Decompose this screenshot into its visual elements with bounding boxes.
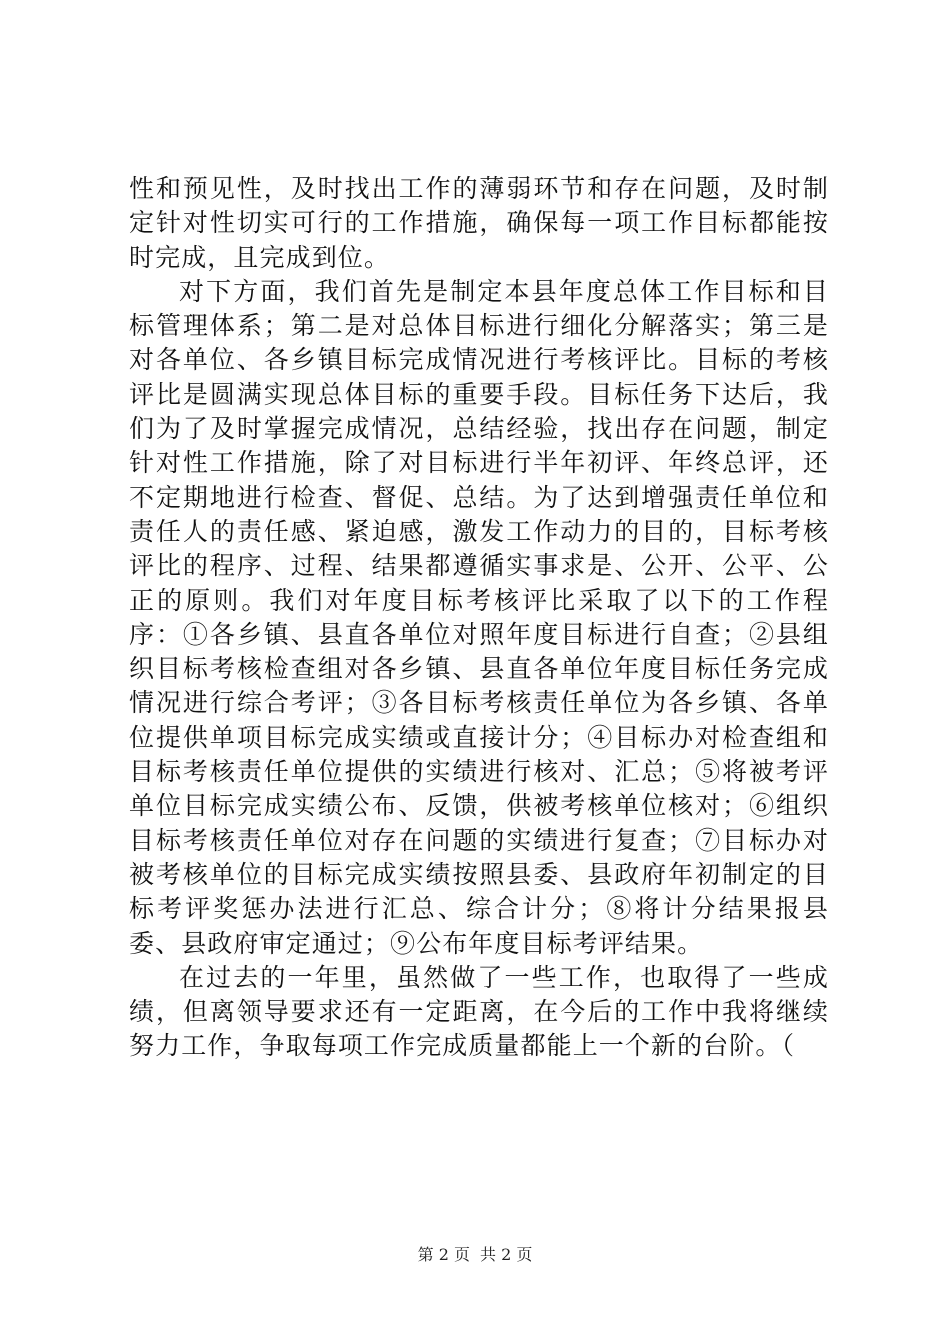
page-number: 第 2 页 (417, 1245, 470, 1264)
page-total: 共 2 页 (480, 1245, 533, 1264)
paragraph-summary: 在过去的一年里，虽然做了一些工作，也取得了一些成绩，但离领导要求还有一定距离，在今后的工作中我将继续努力工作，争取每项工作完成质量都能上一个新的台阶。（ (129, 962, 829, 1061)
document-body (129, 172, 829, 1064)
page-footer (0, 1242, 950, 1265)
paragraph-continuation: 性和预见性，及时找出工作的薄弱环节和存在问题，及时制定针对性切实可行的工作措施，确保每一项工作目标都能按时完成，且完成到位。 (129, 174, 829, 272)
paragraph-assessment-procedure: 对下方面，我们首先是制定本县年度总体工作目标和目标管理体系；第二是对总体目标进行细化分解落实；第三是对各单位、各乡镇目标完成情况进行考核评比。目标的考核评比是圆满实现总体目标的重要手段。目标任务下达后，我们为了及时掌握完成情况，总结经验，找出存在问题，制定针对性工作措施，除了对目标进行半年初评、年终总评，还不定期地进行检查、督促、总结。为了达到增强责任单位和责任人的责任感、紧迫感，激发工作动力的目的，目标考核评比的程序、过程、结果都遵循实事求是、公开、公平、公正的原则。我们对年度目标考核评比采取了以下的工作程序：①各乡镇、县直各单位对照年度目标进行自查；②县组织目标考核检查组对各乡镇、县直各单位年度目标任务完成情况进行综合考评；③各目标考核责任单位为各乡镇、各单位提供单项目标完成实绩或直接计分；④目标办对检查组和目标考核责任单位提供的实绩进行核对、汇总；⑤将被考评单位目标完成实绩公布、反馈，供被考核单位核对；⑥组织目标考核责任单位对存在问题的实绩进行复查；⑦目标办对被考核单位的目标完成实绩按照县委、县政府年初制定的目标考评奖惩办法进行汇总、综合计分；⑧将计分结果报县委、县政府审定通过；⑨公布年度目标考评结果。 (129, 276, 829, 958)
